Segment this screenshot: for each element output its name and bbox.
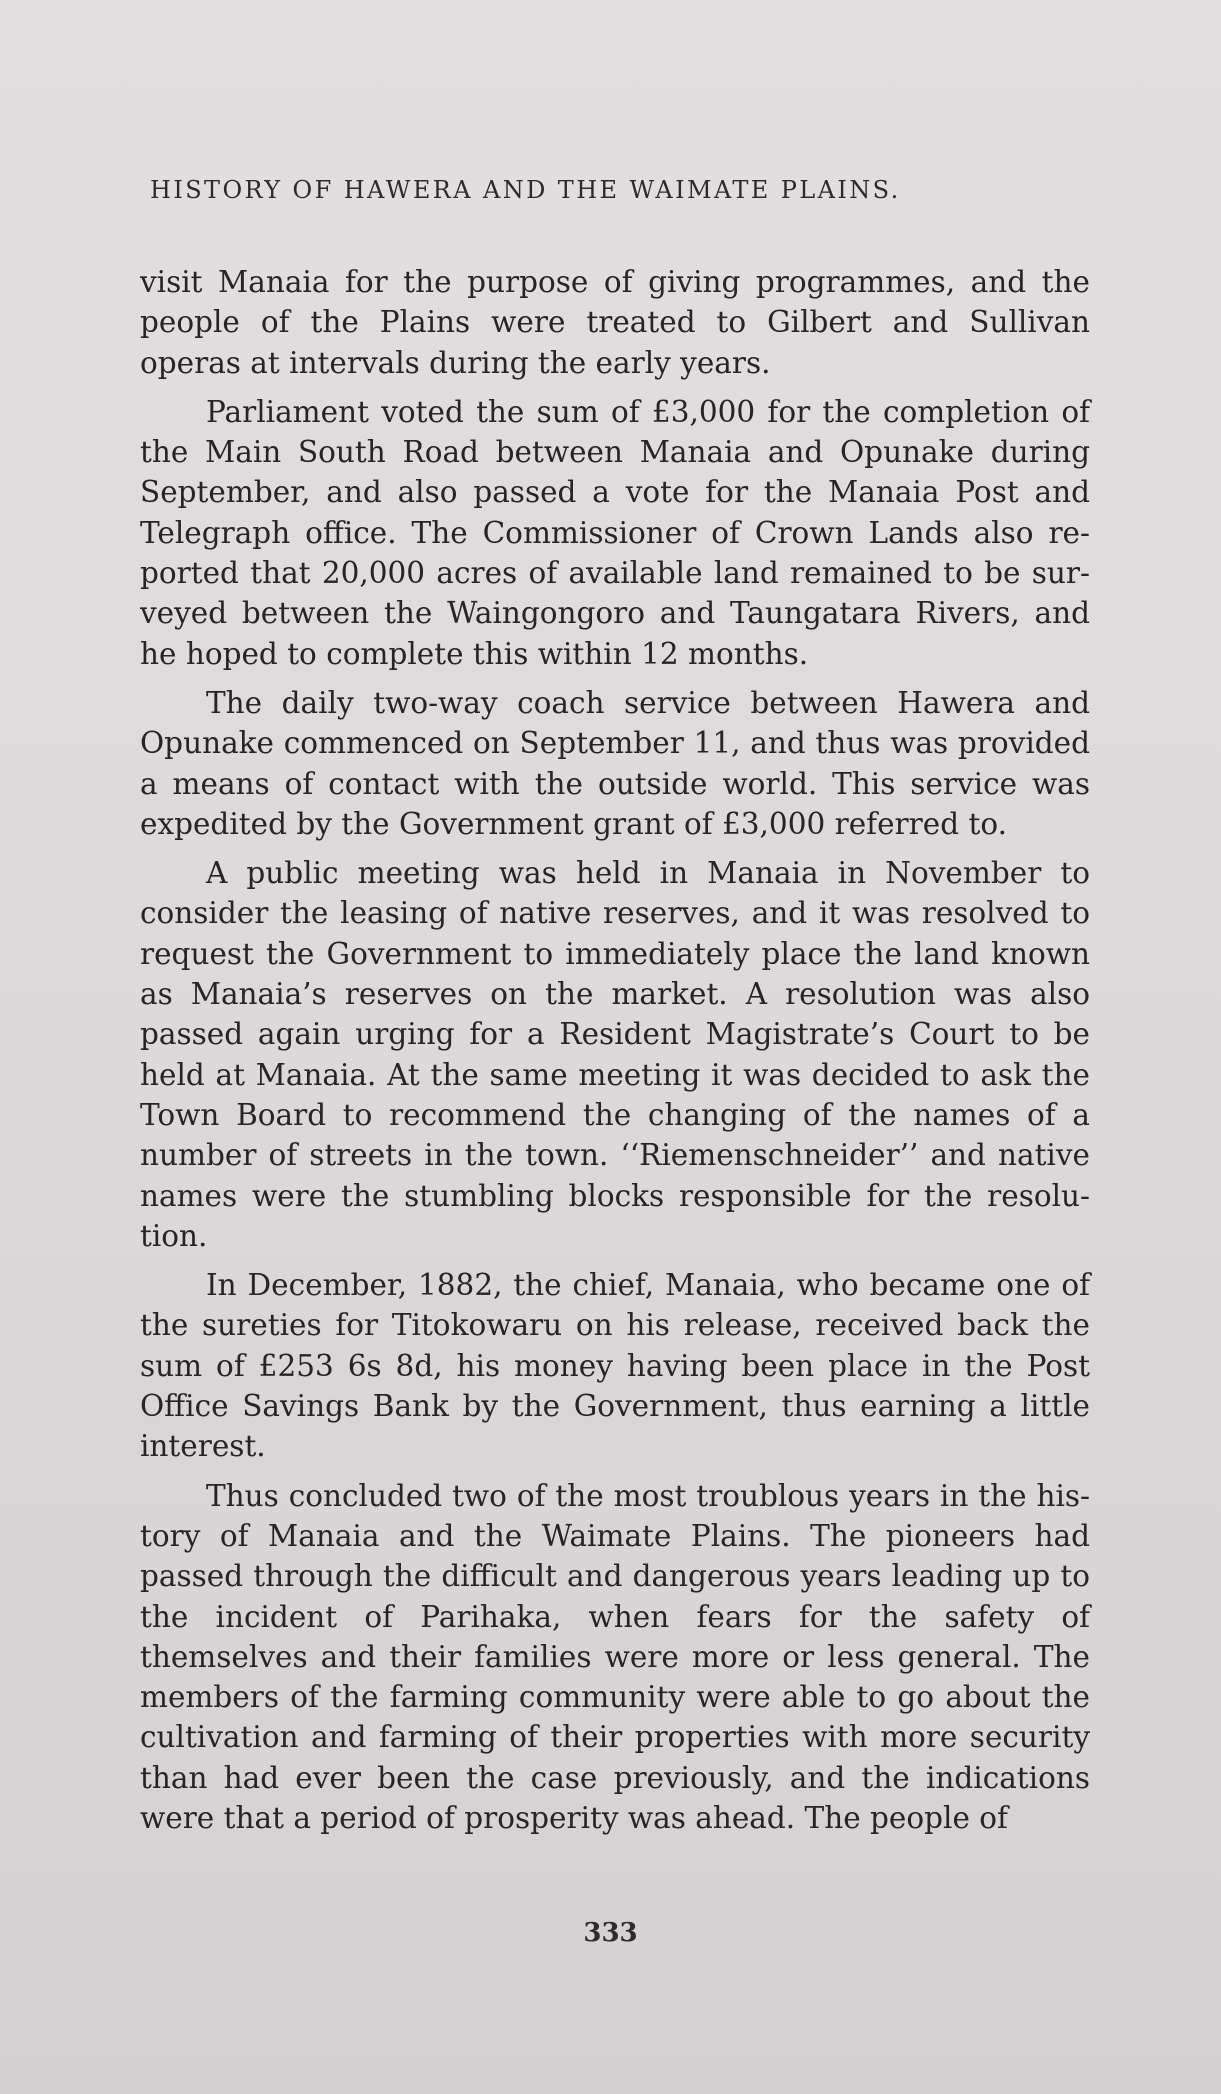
body-text [140,262,1090,1838]
page-number: 333 [583,1918,638,1948]
paragraph: Thus concluded two of the most troublous years in the history of Manaia and the Waimate Plains. The pioneers had passed through the difficult and dangerous years leading up to the incident of Parihaka, when fears for the safety of themselves and their families were more or less general. The members of the farming community were able to go about the cultivation and farming of their properties with more security than had ever been the case previously, and the indications were that a period of prosperity was ahead. The people of [140,1478,1090,1835]
paragraph: The daily two-way coach service between Hawera and Opunake commenced on September 11, and thus was provided a means of contact with the outside world. This service was expedited by the Government grant of £3,000 referred to. [140,685,1090,841]
paragraph: visit Manaia for the purpose of giving programmes, and the people of the Plains were treated to Gilbert and Sullivan operas at intervals during the early years. [140,265,1090,380]
running-head: HISTORY OF HAWERA AND THE WAIMATE PLAINS. [150,176,901,204]
paragraph: A public meeting was held in Manaia in November to consider the leasing of native reserves, and it was resolved to request the Government to immediately place the land known as Manaia’s reserves on the market. A resolution was also passed again urging for a Resident Magistrate’s Court to be held at Manaia. At the same meeting it was decided to ask the Town Board to recommend the changing of the names of a number of streets in the town. ‘‘Riemenschneider’’ and native names were the stumbling blocks responsible for the resolution. [140,856,1090,1253]
paragraph: Parliament voted the sum of £3,000 for the completion of the Main South Road between Manaia and Opunake during September, and also passed a vote for the Manaia Post and Telegraph office. The Commissioner of Crown Lands also reported that 20,000 acres of available land remained to be surveyed between the Waingongoro and Taungatara Rivers, and he hoped to complete this within 12 months. [140,394,1090,671]
paragraph: In December, 1882, the chief, Manaia, who became one of the sureties for Titokowaru on his release, received back the sum of £253 6s 8d, his money having been place in the Post Office Savings Bank by the Government, thus earning a little interest. [140,1268,1090,1464]
